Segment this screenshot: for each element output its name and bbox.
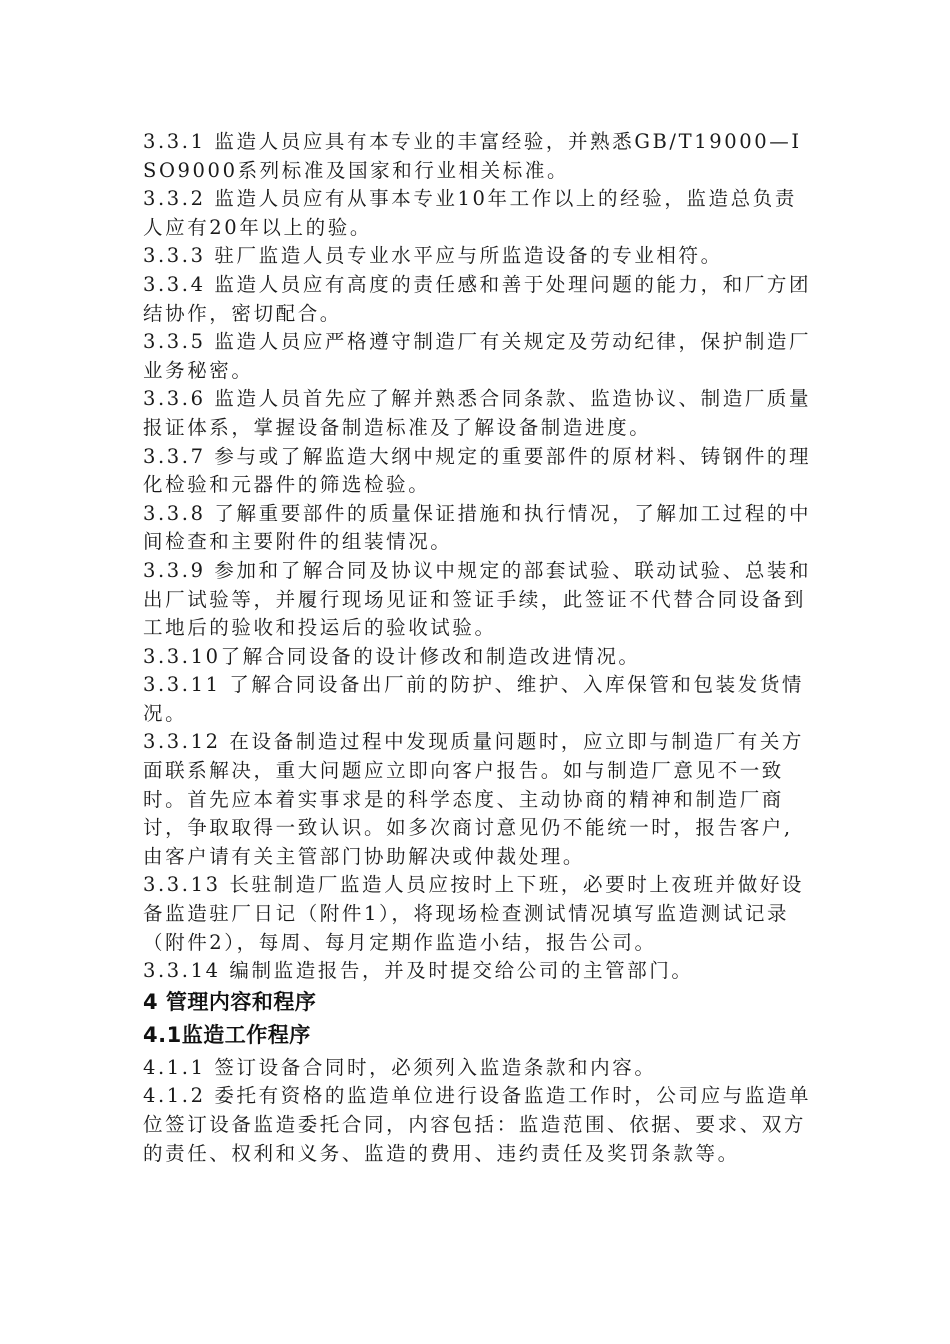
section-heading: 4 管理内容和程序 (143, 989, 317, 1014)
clause-3-3-4: 3.3.4 监造人员应有高度的责任感和善于处理问题的能力，和厂方团结协作，密切配合。 (143, 272, 812, 325)
clause-3-3-1: 3.3.1 监造人员应具有本专业的丰富经验，并熟悉GB/T19000—ISO9000系列标准及国家和行业相关标准。 (143, 130, 802, 182)
clause-3-3-11: 3.3.11 了解合同设备出厂前的防护、维护、入库保管和包装发货情况。 (143, 673, 805, 725)
clause-3-3-9: 3.3.9 参加和了解合同及协议中规定的部套试验、联动试验、总装和出厂试验等，并履行现场见证和签证手续，此签证不代替合同设备到工地后的验收和投运后的验收试验。 (143, 558, 812, 640)
clause-4-1-1: 4.1.1 签订设备合同时，必须列入监造条款和内容。 (143, 1055, 657, 1079)
clause-3-3-14: 3.3.14 编制监造报告，并及时提交给公司的主管部门。 (143, 959, 694, 983)
clause-3-3-10: 3.3.10了解合同设备的设计修改和制造改进情况。 (143, 644, 641, 668)
clause-3-3-6: 3.3.6 监造人员首先应了解并熟悉合同条款、监造协议、制造厂质量报证体系，掌握设备制造标准及了解设备制造进度。 (143, 387, 812, 439)
subsection-heading: 4.1监造工作程序 (143, 1022, 311, 1047)
clause-3-3-2: 3.3.2 监造人员应有从事本专业10年工作以上的经验，监造总负责人应有20年以上的验。 (143, 187, 797, 239)
clause-3-3-5: 3.3.5 监造人员应严格遵守制造厂有关规定及劳动纪律，保护制造厂业务秘密。 (143, 330, 812, 382)
clause-3-3-13: 3.3.13 长驻制造厂监造人员应按时上下班，必要时上夜班并做好设备监造驻厂日记（附件1），将现场检查测试情况填写监造测试记录（附件2），每周、每月定期作监造小结，报告公司。 (143, 873, 805, 954)
clause-3-3-3: 3.3.3 驻厂监造人员专业水平应与所监造设备的专业相符。 (143, 244, 723, 268)
clause-3-3-7: 3.3.7 参与或了解监造大纲中规定的重要部件的原材料、铸钢件的理化检验和元器件的筛选检验。 (143, 444, 812, 497)
clause-3-3-8: 3.3.8 了解重要部件的质量保证措施和执行情况，了解加工过程的中间检查和主要附件的组装情况。 (143, 501, 812, 554)
clause-3-3-12: 3.3.12 在设备制造过程中发现质量问题时，应立即与制造厂有关方面联系解决，重大问题应立即向客户报告。如与制造厂意见不一致时。首先应本着实事求是的科学态度、主动协商的精神和制造厂商讨，争取取得一致认识。如多次商讨意见仍不能统一时，报告客户,由客户请有关主管部门协助解决或仲裁处理。 (143, 730, 805, 868)
document-body (143, 128, 813, 1168)
clause-4-1-2: 4.1.2 委托有资格的监造单位进行设备监造工作时，公司应与监造单位签订设备监造委托合同，内容包括：监造范围、依据、要求、双方的责任、权利和义务、监造的费用、违约责任及奖罚条款等。 (143, 1084, 812, 1165)
